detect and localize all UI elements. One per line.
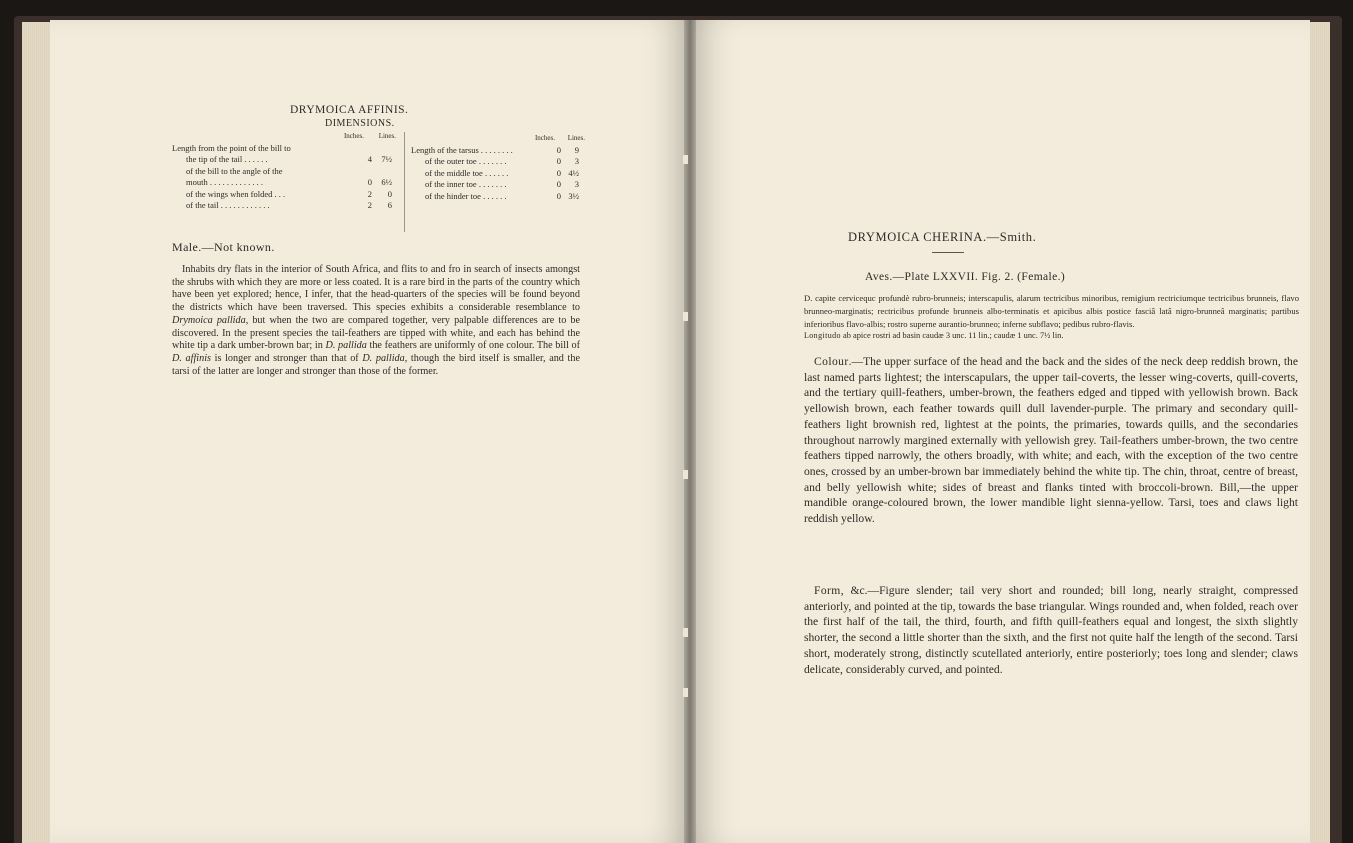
colour-paragraph: Colour.—The upper surface of the head and the back and the sides of the neck deep reddish brown, the last named parts lightest; the interscapulars, the upper tail-coverts, the lesser wing-coverts, quill-coverts, and the tertiary quill-feathers, umber-brown, the feathers edged and tipped with yellowish brown. Back yellowish brown, each feather towards quill dull lavender-purple. The primary and secondary quill-feathers light brownish red, lightest at the points, the primaries, towards quills, and the secondaries throughout narrowly margined externally with yellowish grey. Tail-feathers umber-brown, the two centre feathers tipped narrowly, the others broadly, with white; and each, with the exception of the two centre ones, crossed by an umber-brown bar immediately behind the white tip. The chin, throat, centre of breast, and belly yellowish white; sides of breast and flanks tinted with broccoli-brown. Bill,—the upper mandible orange-coloured brown, the lower mandible light sienna-yellow. Tarsi, toes and claws light reddish yellow. — [804, 355, 1298, 526]
table-row: of the outer toe . . . . . . . 0 3 — [425, 156, 579, 166]
table-row: of the inner toe . . . . . . . 0 3 — [425, 179, 579, 189]
plate-reference: Aves.—Plate LXXVII. Fig. 2. (Female.) — [865, 271, 1066, 283]
species-name: D. affinis — [172, 352, 212, 364]
species-name: D. pallida — [362, 352, 405, 364]
table-row: mouth . . . . . . . . . . . . . 0 6½ — [186, 177, 392, 187]
table-row: Length of the tarsus . . . . . . . . 0 9 — [411, 144, 579, 155]
page-marker — [683, 155, 688, 164]
table-row: of the hinder toe . . . . . . 0 3½ — [425, 190, 579, 201]
male-note: Male.—Not known. — [172, 240, 275, 254]
col-head-inches: Inches. — [343, 132, 364, 140]
dimensions-title: DIMENSIONS. — [325, 118, 395, 129]
longitudo-line: Longitudo ab apice rostri ad basin caudæ 3 unc. 11 lin.; caudæ 1 unc. 7½ lin. — [804, 331, 1064, 340]
dimensions-table-right — [411, 134, 585, 202]
running-title: DRYMOICA AFFINIS. — [290, 104, 409, 116]
page-marker — [683, 312, 688, 321]
table-header — [172, 131, 402, 143]
col-head-lines: Lines. — [378, 132, 396, 140]
table-row: of the tail . . . . . . . . . . . . 2 6 — [186, 200, 392, 210]
table-header — [411, 133, 585, 145]
table-row: Length from the point of the bill to — [172, 142, 291, 153]
col-head-inches: Inches. — [534, 134, 555, 142]
page-marker — [683, 628, 688, 637]
species-name: D. pallida — [325, 340, 367, 352]
page-marker — [683, 688, 688, 697]
species-title: DRYMOICA CHERINA.—Smith. — [848, 230, 1037, 244]
page-edges-left — [22, 22, 52, 843]
form-paragraph: Form, &c.—Figure slender; tail very short and rounded; bill long, nearly straight, compressed anteriorly, and pointed at the tip, towards the base triangular. Wings rounded and, when folded, reach over the first half of the tail, the third, fourth, and fifth quill-feathers equal and longest, the sixth slightly shorter, the second a little shorter than the sixth, and the first not quite half the length of the second. Tarsi short, moderately strong, distinctly scutellated anteriorly, entire posteriorly; toes long and slender; claws delicate, considerably curved, and pointed. — [804, 584, 1298, 676]
colour-label: Colour — [814, 355, 849, 368]
table-row: the tip of the tail . . . . . . 4 7½ — [186, 154, 392, 164]
body-paragraph: Inhabits dry flats in the interior of South Africa, and flits to and fro in search of insects amongst the shrubs with which they are more or less coated. It is a rare bird in the parts of the country which have been yet explored; hence, I infer, that the head-quarters of the species will be found beyond the districts which have been traversed. This species exhibits a considerable resemblance to Drymoica pallida, but when the two are compared together, very palpable differences are to be discovered. In the present species the tail-feathers are tipped with white, and each has behind the white tip a dark umber-brown bar; in D. pallida the feathers are uniformly of one colour. The bill of D. affinis is longer and stronger than that of D. pallida, though the bird itself is smaller, and the tarsi of the latter are longer and stronger than those of the former. — [172, 264, 580, 377]
table-row: of the middle toe . . . . . . 0 4½ — [425, 167, 579, 178]
latin-description: D. capite cervicequc profundè rubro-brunneis; interscapulis, alarum tectricibus minoribus, remigium rectriciumque tectricibus brunneis, flavo brunneo-marginatis; rectricibus profunde brunneis albo-terminatis et apicibus albis postice fasciâ latâ nigro-brunneâ marginatis; partibus inferioribus flavo-albis; rostro superne aurantio-brunneo; inferne subflavo; pedibus rubro-flavis. — [804, 293, 1299, 329]
table-row: of the bill to the angle of the — [186, 165, 283, 176]
table-divider — [404, 132, 405, 232]
col-head-lines: Lines. — [567, 134, 585, 142]
page-marker — [683, 470, 688, 479]
form-label: Form — [814, 584, 841, 597]
table-row: of the wings when folded . . . 2 0 — [186, 188, 392, 199]
book-gutter — [684, 20, 696, 843]
dimensions-table-left — [172, 131, 402, 212]
species-name: Drymoica pallida — [172, 314, 246, 326]
title-rule — [932, 252, 964, 253]
